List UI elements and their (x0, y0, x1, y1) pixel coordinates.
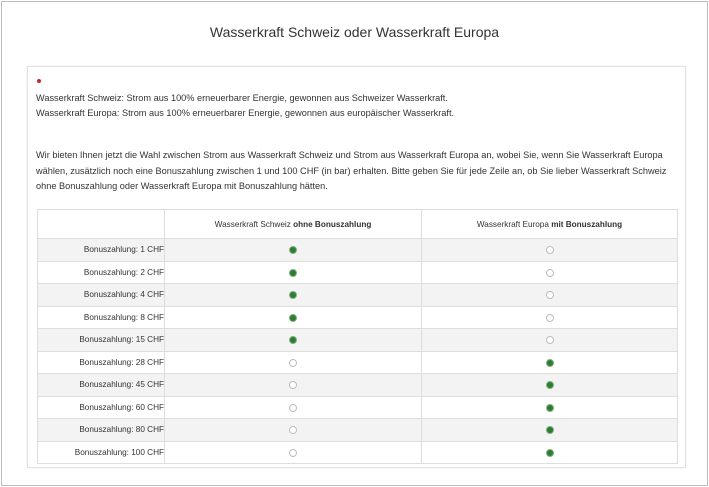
page-title: Wasserkraft Schweiz oder Wasserkraft Europa (209, 24, 500, 40)
table-row (38, 374, 678, 397)
radio-schweiz[interactable] (289, 336, 297, 344)
column-header-europa (422, 210, 678, 239)
radio-europa[interactable] (546, 269, 554, 277)
answer-cell-europa[interactable] (422, 284, 678, 307)
table-row (38, 419, 678, 442)
table-row (38, 329, 678, 352)
radio-schweiz[interactable] (289, 404, 297, 412)
table-row (38, 284, 678, 307)
answer-cell-schweiz[interactable] (165, 351, 422, 374)
row-label: Bonuszahlung: 1 CHF (38, 239, 165, 262)
table-row (38, 441, 678, 464)
radio-schweiz[interactable] (289, 269, 297, 277)
row-label: Bonuszahlung: 100 CHF (38, 441, 165, 464)
radio-europa[interactable] (546, 246, 554, 254)
answer-cell-europa[interactable] (422, 261, 678, 284)
answer-cell-schweiz[interactable] (165, 374, 422, 397)
table-row (38, 261, 678, 284)
answer-cell-europa[interactable] (422, 329, 678, 352)
radio-europa[interactable] (546, 381, 554, 389)
answer-cell-europa[interactable] (422, 419, 678, 442)
row-label: Bonuszahlung: 60 CHF (38, 396, 165, 419)
answer-cell-europa[interactable] (422, 239, 678, 262)
table-row (38, 351, 678, 374)
answer-cell-schweiz[interactable] (165, 261, 422, 284)
column-header-empty (38, 210, 165, 239)
header-row (38, 210, 678, 239)
mandatory-indicator (37, 79, 41, 83)
answer-cell-europa[interactable] (422, 396, 678, 419)
answer-cell-schweiz[interactable] (165, 419, 422, 442)
radio-europa[interactable] (546, 359, 554, 367)
radio-schweiz[interactable] (289, 426, 297, 434)
radio-europa[interactable] (546, 336, 554, 344)
column-header-europa-emphasis: mit Bonuszahlung (551, 219, 623, 229)
row-label: Bonuszahlung: 45 CHF (38, 374, 165, 397)
radio-europa[interactable] (546, 404, 554, 412)
answer-cell-schweiz[interactable] (165, 239, 422, 262)
instruction-line: Wir bieten Ihnen jetzt die Wahl zwischen Strom aus Wasserkraft Schweiz und Strom aus Wasserkraft Europa an, wobei Sie, wenn Sie Wasserkraft Europa (36, 150, 663, 161)
answer-cell-europa[interactable] (422, 374, 678, 397)
choice-table (37, 209, 678, 464)
row-label: Bonuszahlung: 4 CHF (38, 284, 165, 307)
answer-cell-europa[interactable] (422, 306, 678, 329)
column-header-europa-prefix: Wasserkraft Europa (476, 219, 549, 229)
radio-europa[interactable] (546, 426, 554, 434)
radio-europa[interactable] (546, 291, 554, 299)
row-label: Bonuszahlung: 15 CHF (38, 329, 165, 352)
row-label: Bonuszahlung: 8 CHF (38, 306, 165, 329)
column-header-schweiz (165, 210, 422, 239)
radio-europa[interactable] (546, 449, 554, 457)
radio-schweiz[interactable] (289, 381, 297, 389)
question-container (27, 66, 686, 468)
row-label: Bonuszahlung: 2 CHF (38, 261, 165, 284)
definition-europa: Wasserkraft Europa: Strom aus 100% erneuerbarer Energie, gewonnen aus europäischer Wasserkraft. (36, 107, 455, 118)
instruction-text (36, 148, 666, 195)
instruction-line: wählen, zusätzlich noch eine Bonuszahlung zwischen 1 und 100 CHF (in bar) erhalten. Bitte geben Sie für jede Zeile an, ob Sie lieber Wasserkraft Schweiz (36, 165, 667, 176)
answer-cell-schweiz[interactable] (165, 441, 422, 464)
radio-schweiz[interactable] (289, 291, 297, 299)
table-row (38, 396, 678, 419)
radio-schweiz[interactable] (289, 449, 297, 457)
answer-cell-schweiz[interactable] (165, 284, 422, 307)
radio-schweiz[interactable] (289, 359, 297, 367)
answer-cell-schweiz[interactable] (165, 396, 422, 419)
answer-cell-europa[interactable] (422, 351, 678, 374)
answer-cell-schweiz[interactable] (165, 329, 422, 352)
definitions (36, 91, 454, 121)
column-header-schweiz-prefix: Wasserkraft Schweiz (214, 219, 291, 229)
answer-cell-europa[interactable] (422, 441, 678, 464)
radio-schweiz[interactable] (289, 314, 297, 322)
radio-schweiz[interactable] (289, 246, 297, 254)
table-row (38, 239, 678, 262)
column-header-schweiz-emphasis: ohne Bonuszahlung (293, 219, 372, 229)
table-row (38, 306, 678, 329)
row-label: Bonuszahlung: 28 CHF (38, 351, 165, 374)
choice-table-body (38, 239, 678, 464)
definition-schweiz: Wasserkraft Schweiz: Strom aus 100% erneuerbarer Energie, gewonnen aus Schweizer Wasserkraft. (36, 92, 448, 103)
row-label: Bonuszahlung: 80 CHF (38, 419, 165, 442)
answer-cell-schweiz[interactable] (165, 306, 422, 329)
radio-europa[interactable] (546, 314, 554, 322)
instruction-line: ohne Bonuszahlung oder Wasserkraft Europa mit Bonuszahlung hätten. (36, 181, 328, 192)
choice-table-head (38, 210, 678, 239)
